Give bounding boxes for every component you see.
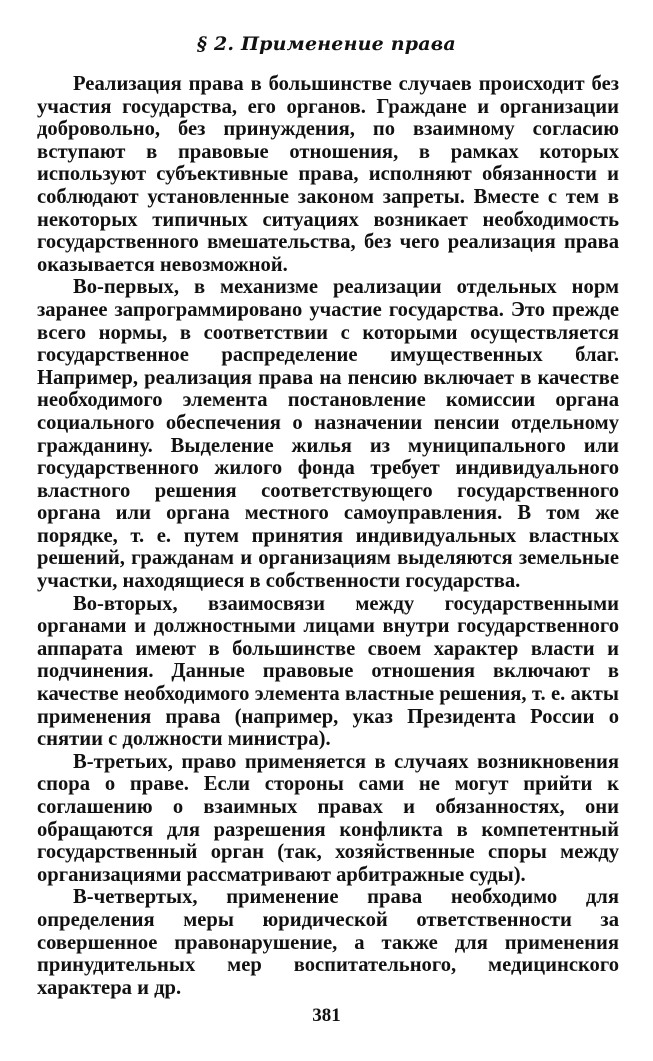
paragraph-third: В-третьих, право применяется в случаях возникновения спора о праве. Если стороны сами не могут прийти к соглашению о взаимных правах и обязанностях, они обращаются для разрешения конфликта в компетентный государственный орган (так, хозяйственные споры между организациями рассматривают арбитражные суды). [37, 750, 619, 886]
page-number: 381 [312, 1005, 341, 1026]
body-text [37, 73, 619, 999]
paragraph-second: Во-вторых, взаимосвязи между государственными органами и должностными лицами внутри государственного аппарата имеют в большинстве своем характер власти и подчинения. Данные правовые отношения включают в качестве необходимого элемента властные решения, т. е. акты применения права (например, указ Президента России о снятии с должности министра). [37, 592, 619, 751]
paragraph-intro: Реализация права в большинстве случаев происходит без участия государства, его органов. Граждане и организации добровольно, без принуждения, по взаимному согласию вступают в правовые отношения, в рамках которых используют субъективные права, исполняют обязанности и соблюдают установленные законом запреты. Вместе с тем в некоторых типичных ситуациях возникает необходимость государственного вмешательства, без чего реализация права оказывается невозможной. [37, 73, 619, 276]
paragraph-fourth: В-четвертых, применение права необходимо для определения меры юридической ответственности за совершенное правонарушение, а также для применения принудительных мер воспитательного, медицинского характера и др. [37, 886, 619, 999]
paragraph-first: Во-первых, в механизме реализации отдельных норм заранее запрограммировано участие государства. Это прежде всего нормы, в соответствии с которыми осуществляется государственное распределение имущественных благ. Например, реализация права на пенсию включает в качестве необходимого элемента постановление комиссии органа социального обеспечения о назначении пенсии отдельному гражданину. Выделение жилья из муниципального или государственного жилого фонда требует индивидуального властного решения соответствующего государственного органа или органа местного самоуправления. В том же порядке, т. е. путем принятия индивидуальных властных решений, гражданам и организациям выделяются земельные участки, находящиеся в собственности государства. [37, 276, 619, 593]
section-heading: § 2. Применение права [197, 33, 456, 55]
